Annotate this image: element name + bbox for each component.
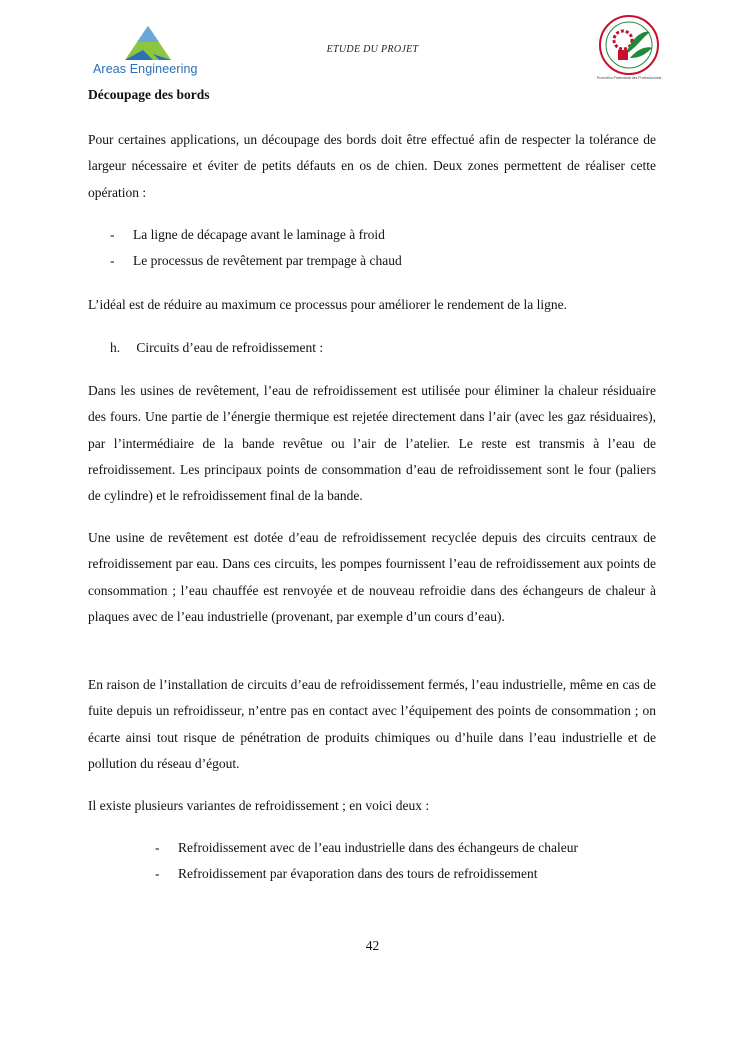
list-item-text: Refroidissement avec de l’eau industrielle dans des échangeurs de chaleur: [178, 840, 578, 855]
list-item-text: La ligne de décapage avant le laminage à froid: [133, 227, 385, 242]
list-dash: -: [110, 227, 115, 242]
edge-trimming-list: [110, 225, 402, 277]
list-dash: -: [155, 840, 160, 855]
section-heading: Découpage des bords: [88, 87, 210, 102]
list-item-text: Le processus de revêtement par trempage à chaud: [133, 253, 402, 268]
intro-paragraph: Pour certaines applications, un découpage des bords doit être effectué afin de respecter la tolérance de largeur nécessaire et éviter de petits défauts en os de chien. Deux zones permettent de réaliser cette opération :: [88, 132, 656, 200]
subsection-heading: [110, 338, 323, 358]
paragraph: Dans les usines de revêtement, l’eau de refroidissement est utilisée pour éliminer la chaleur résiduaire des fours. Une partie de l’énergie thermique est rejetée directement dans l’air (avec les gaz résiduaires), par l’intermédiaire de la bande revêtue ou l’air de l’atelier. Le reste est transmis à l’eau de refroidissement. Les principaux points de consommation d’eau de refroidissement sont le four (paliers de cylindre) et le refroidissement final de la bande.: [88, 383, 656, 504]
list-item: [155, 864, 578, 890]
paragraph-block: [88, 378, 656, 509]
university-seal-logo: [596, 14, 662, 84]
seal-caption: Promotion Partenariat des Professionnels: [596, 76, 662, 80]
page-number: 42: [365, 938, 380, 953]
conclusion-paragraph-block: [88, 292, 656, 318]
list-item: [110, 225, 402, 251]
conclusion-paragraph: L’idéal est de réduire au maximum ce processus pour améliorer le rendement de la ligne.: [88, 297, 567, 312]
list-item: [155, 838, 578, 864]
list-item-text: Refroidissement par évaporation dans des tours de refroidissement: [178, 866, 538, 881]
paragraph-block: [88, 672, 656, 777]
paragraph: Il existe plusieurs variantes de refroidissement ; en voici deux :: [88, 798, 430, 813]
paragraph-block: [88, 525, 656, 630]
paragraph: En raison de l’installation de circuits d’eau de refroidissement fermés, l’eau industrielle, même en cas de fuite depuis un refroidisseur, n’entre pas en contact avec l’équipement des points de consommation ; on écarte ainsi tout risque de pénétration de produits chimiques ou d’huile dans l’eau industrielle et de pollution du réseau d’égout.: [88, 677, 656, 771]
seal-emblem-icon: [596, 14, 662, 76]
paragraph: Une usine de revêtement est dotée d’eau de refroidissement recyclée depuis des circuits centraux de refroidissement par eau. Dans ces circuits, les pompes fournissent l’eau de refroidissement aux points de consommation ; l’eau chauffée est renvoyée et de nouveau refroidie dans des échangeurs de chaleur à plaques avec de l’eau industrielle (provenant, par exemple d’un cours d’eau).: [88, 530, 656, 624]
list-item: [110, 251, 402, 277]
subsection-marker: h.: [110, 340, 121, 355]
page-header-title: ETUDE DU PROJET: [326, 44, 419, 55]
logo-text: Areas Engineering: [93, 62, 198, 76]
cooling-variants-list: [155, 838, 578, 890]
subsection-title: Circuits d’eau de refroidissement :: [136, 340, 324, 355]
paragraph-block: [88, 793, 656, 819]
list-dash: -: [110, 253, 115, 268]
intro-paragraph-block: [88, 127, 656, 206]
list-dash: -: [155, 866, 160, 881]
